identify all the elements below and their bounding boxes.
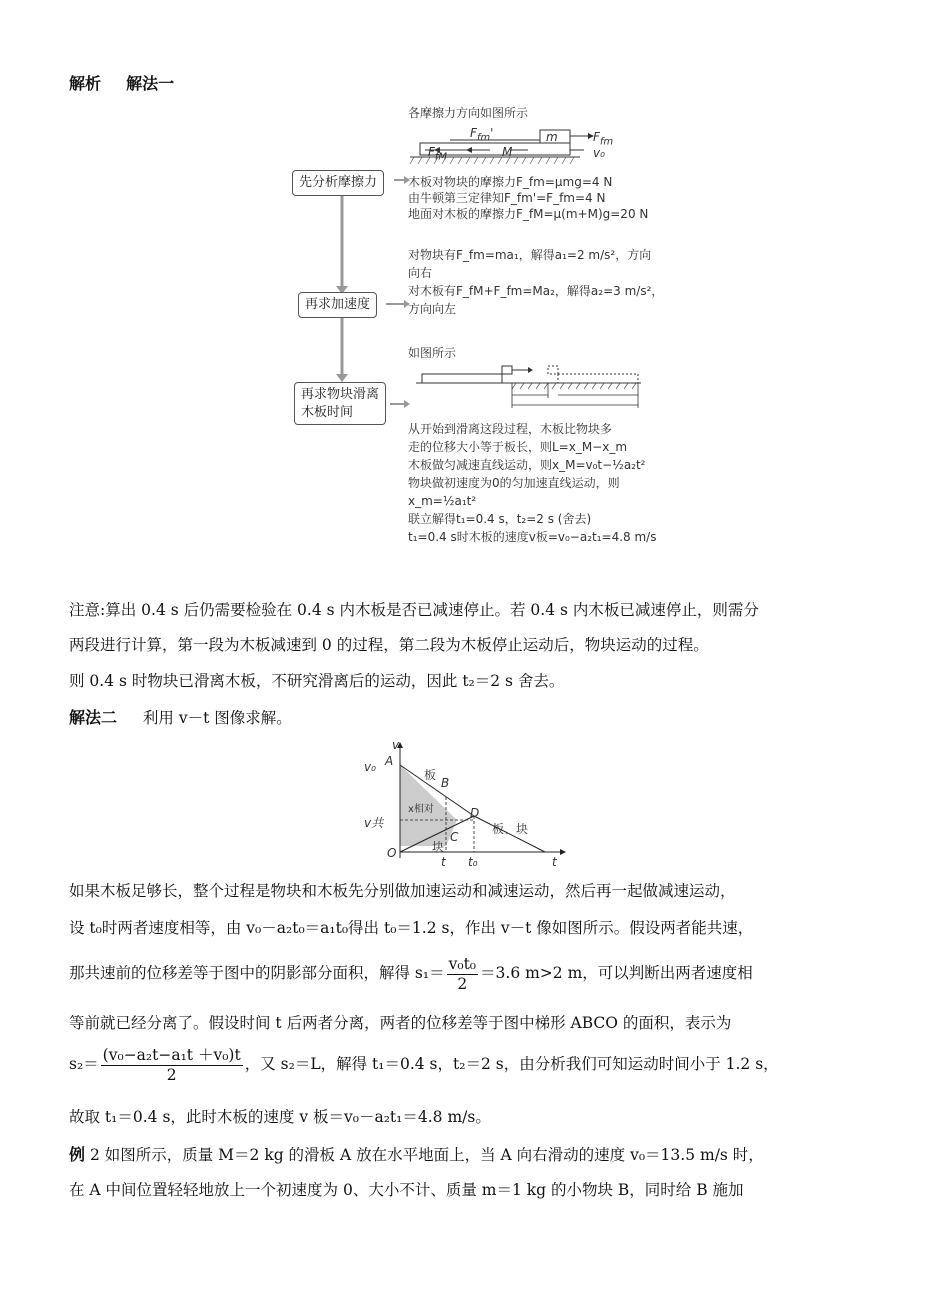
graph-t0-label: t₀	[468, 855, 478, 869]
fraction-s2: $\frac{\text{(v₀−a₂t−a₁t ＋v₀)t}}{2}$	[102, 1046, 241, 1084]
graph-point-C: C	[450, 830, 459, 844]
graph-v0-label: v₀	[364, 760, 376, 774]
label-ffm-prime: $F_{fm}'$	[470, 126, 494, 144]
graph-v-label: v	[392, 738, 400, 752]
note-line-1: 注意:算出 0.4 s 后仍需要检验在 0.4 s 内木板是否已减速停止。若 0.4 s 内木板已减速停止，则需分	[69, 601, 759, 619]
para-line-4: 等前就已经分离了。假设时间 t 后两者分离，两者的位移差等于图中梯形 ABCO 的面积，表示为	[69, 1014, 732, 1032]
flow-diagram	[290, 100, 670, 590]
para-line-6: 故取 t₁＝0.4 s，此时木板的速度 v 板＝v₀－a₂t₁＝4.8 m/s。	[69, 1108, 491, 1126]
heading-jiexi: 解析	[69, 74, 102, 93]
box-find-acceleration: 再求加速度	[298, 292, 377, 318]
graph-point-A: A	[385, 754, 394, 768]
graph-t-axis-label: t	[552, 855, 557, 869]
time-lines: 从开始到滑离这段过程，木板比物块多 走的位移大小等于板长，则L=x_M−x_m 木板做匀减速直线运动，则x_M=v₀t−½a₂t² 物块做初速度为0的匀加速直线运动，则 x_m=½a₁t² 联立解得t₁=0.4 s，t₂=2 s (舍去) t₁=0.4 s时木板的速度v板=v₀−a₂t₁=4.8 m/s	[408, 422, 657, 544]
example-2-label: 例	[69, 1145, 86, 1164]
method-two-line	[69, 710, 292, 727]
method-two-text: 利用 v－t 图像求解。	[142, 709, 292, 727]
graph-point-D: D	[470, 806, 480, 820]
graph-ban-label: 板	[424, 768, 437, 782]
friction-lines: 木板对物块的摩擦力F_fm=μmg=4 N 由牛顿第三定律知F_fm'=F_fm=4 N 地面对木板的摩擦力F_fM=μ(m+M)g=20 N	[408, 175, 649, 221]
method-two-label: 解法二	[69, 708, 118, 727]
label-v0: v₀	[593, 146, 605, 160]
note-conclusion: 则 0.4 s 时物块已滑离木板，不研究滑离后的运动，因此 t₂＝2 s 舍去。	[69, 672, 565, 690]
fraction-s1: $\frac{\text{v₀t₀}}{2}$	[448, 955, 477, 993]
displacement-sketch	[416, 362, 646, 414]
flow-connectors	[290, 100, 420, 430]
graph-t-label: t	[441, 855, 446, 869]
graph-ban-kuai-label: 板、块	[492, 822, 529, 836]
time-note: 如图所示	[408, 346, 457, 360]
graph-xrel-label: x相对	[408, 804, 434, 815]
para-line-5: s₂＝ $\frac{\text{(v₀−a₂t−a₁t ＋v₀)t}}{2}$ ，又 s₂＝L，解得 t₁＝0.4 s，t₂＝2 s，由分析我们可知运动时间小于 1.2 s，	[69, 1046, 779, 1084]
fig1-top-note: 各摩擦力方向如图所示	[408, 106, 529, 120]
para-line-1: 如果木板足够长，整个过程是物块和木板先分别做加速运动和减速运动，然后再一起做减速运动，	[69, 882, 736, 900]
graph-kuai-label: 块	[432, 840, 445, 854]
box-analyze-friction: 先分析摩擦力	[292, 170, 384, 196]
heading-method-one: 解法一	[126, 74, 175, 93]
example-2-line-1: 例 2 如图所示，质量 M＝2 kg 的滑板 A 放在水平地面上，当 A 向右滑动的速度 v₀＝13.5 m/s 时，	[69, 1145, 764, 1164]
label-ffm: $F_{fm}$	[593, 130, 614, 148]
graph-point-B: B	[441, 776, 450, 790]
graph-origin-label: O	[387, 846, 397, 860]
para-line-3: 那共速前的位移差等于图中的阴影部分面积，解得 s₁＝ $\frac{\text{v₀t₀}}{2}$ ＝3.6 m>2 m，可以判断出两者速度相	[69, 955, 753, 993]
label-ffM: $F_{fM}$	[428, 145, 448, 163]
acceleration-lines: 对物块有F_fm=ma₁，解得a₁=2 m/s²，方向 向右 对木板有F_fM+F_fm=Ma₂，解得a₂=3 m/s²， 方向向左	[408, 248, 664, 316]
label-m: m	[546, 130, 558, 144]
graph-vgong-label: v共	[364, 816, 384, 830]
example-2-line-2: 在 A 中间位置轻轻地放上一个初速度为 0、大小不计、质量 m＝1 kg 的小物块 B，同时给 B 施加	[69, 1181, 744, 1199]
box-find-time: 再求物块滑离 木板时间	[294, 382, 386, 425]
para-line-2: 设 t₀时两者速度相等，由 v₀－a₂t₀＝a₁t₀得出 t₀＝1.2 s，作出 v－t 像如图所示。假设两者能共速，	[69, 919, 754, 937]
note-line-2: 两段进行计算，第一段为木板减速到 0 的过程，第二段为木板停止运动后，物块运动的过程。	[69, 636, 709, 654]
label-M: M	[502, 145, 513, 159]
